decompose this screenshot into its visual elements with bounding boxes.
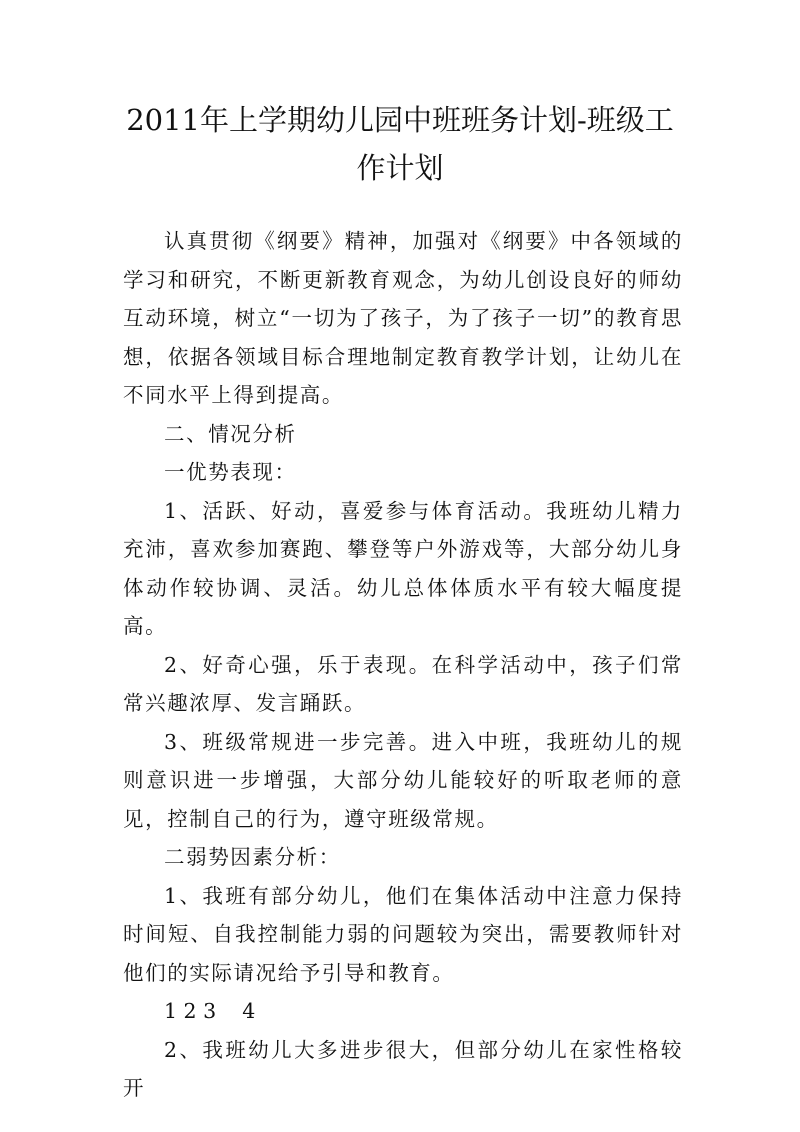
title-line-2: 作计划 [356, 151, 444, 185]
subheading-weaknesses: 二弱势因素分析： [164, 845, 341, 869]
strength-item-1: 1、活跃、好动，喜爱参与体育活动。我班幼儿精力充沛，喜欢参加赛跑、攀登等户外游戏等，大部分幼儿身体动作较协调、灵活。幼儿总体体质水平有较大幅度提高。 [123, 498, 683, 638]
intro-paragraph: 认真贯彻《纲要》精神，加强对《纲要》中各领域的学习和研究，不断更新教育观念，为幼儿创设良好的师幼互动环境，树立“一切为了孩子，为了孩子一切”的教育思想，依据各领域目标合理地制定教育教学计划，让幼儿在不同水平上得到提高。 [123, 229, 683, 407]
weakness-item-2: 2、我班幼儿大多进步很大，但部分幼儿在家性格较开 [123, 1037, 683, 1100]
strength-item-2: 2、好奇心强，乐于表现。在科学活动中，孩子们常常兴趣浓厚、发言踊跃。 [123, 652, 683, 715]
number-row: 1 2 3 4 [164, 999, 256, 1023]
document-title [110, 96, 690, 192]
section-heading-situation: 二、情况分析 [164, 421, 297, 446]
strength-item-3: 3、班级常规进一步完善。进入中班，我班幼儿的规则意识进一步增强，大部分幼儿能较好的听取老师的意见，控制自己的行为，遵守班级常规。 [123, 729, 683, 831]
subheading-strengths: 一优势表现： [164, 460, 297, 484]
title-line-1: 2011年上学期幼儿园中班班务计划-班级工 [126, 103, 674, 137]
weakness-item-1: 1、我班有部分幼儿，他们在集体活动中注意力保持时间短、自我控制能力弱的问题较为突出，需要教师针对他们的实际请况给予引导和教育。 [123, 883, 683, 985]
document-body [123, 222, 683, 1108]
